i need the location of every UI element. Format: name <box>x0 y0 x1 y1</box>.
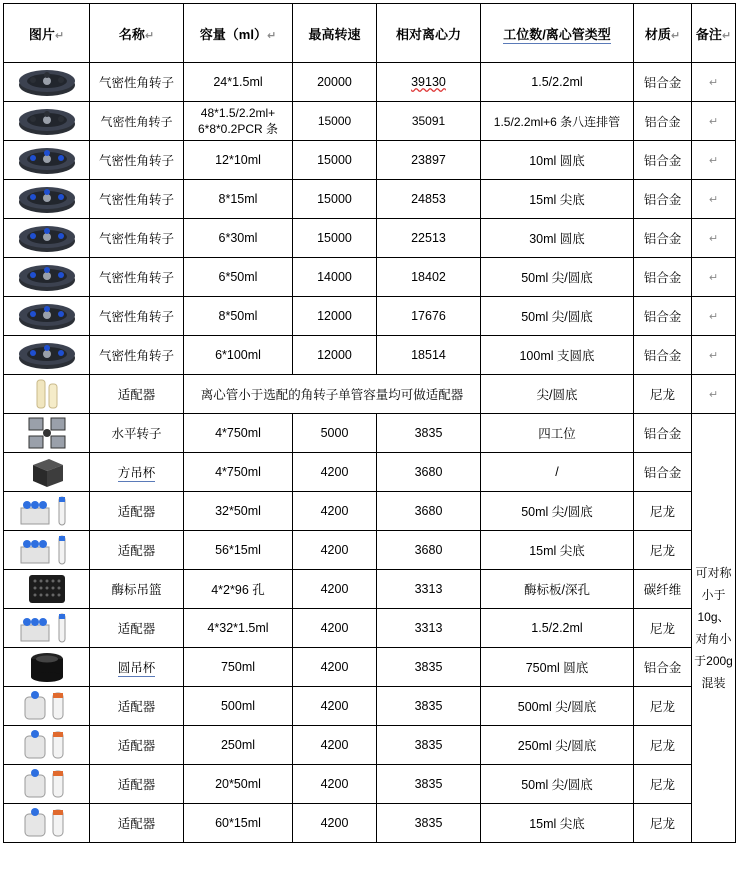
capacity-cell: 4*32*1.5ml <box>184 609 293 648</box>
round-bucket-icon <box>5 650 88 684</box>
table-row <box>4 609 736 648</box>
image-cell <box>4 648 90 687</box>
speed-cell: 4200 <box>293 492 377 531</box>
name-cell: 方吊杯 <box>90 453 184 492</box>
table-row <box>4 687 736 726</box>
rcf-cell: 22513 <box>377 219 481 258</box>
header-type: 工位数/离心管类型 <box>481 4 634 63</box>
material-cell: 铝合金 <box>634 414 692 453</box>
speed-cell: 14000 <box>293 258 377 297</box>
speed-cell: 15000 <box>293 141 377 180</box>
rcf-cell: 23897 <box>377 141 481 180</box>
capacity-cell: 500ml <box>184 687 293 726</box>
table-row <box>4 258 736 297</box>
rcf-cell: 3313 <box>377 570 481 609</box>
merged-note-text: 可对称小于10g、对角小于200g混装 <box>694 566 733 690</box>
adapter-note-cell: 离心管小于选配的角转子单管容量均可做适配器 <box>184 375 481 414</box>
name-cell: 适配器 <box>90 726 184 765</box>
image-cell <box>4 687 90 726</box>
speed-cell: 4200 <box>293 687 377 726</box>
merged-note-cell <box>692 414 736 843</box>
note-cell: ↵ <box>692 258 736 297</box>
adapter-cylinder-icon <box>5 689 88 723</box>
name-cell: 气密性角转子 <box>90 258 184 297</box>
rcf-cell: 18402 <box>377 258 481 297</box>
type-cell: 1.5/2.2ml <box>481 63 634 102</box>
header-max-speed: 最高转速 <box>293 4 377 63</box>
table-row <box>4 141 736 180</box>
name-cell: 酶标吊篮 <box>90 570 184 609</box>
square-bucket-icon <box>5 455 88 489</box>
note-cell: ↵ <box>692 102 736 141</box>
image-cell <box>4 336 90 375</box>
material-cell: 铝合金 <box>634 648 692 687</box>
table-row <box>4 804 736 843</box>
rcf-cell: 3835 <box>377 687 481 726</box>
rcf-cell: 3835 <box>377 765 481 804</box>
image-cell <box>4 492 90 531</box>
type-cell: 10ml 圆底 <box>481 141 634 180</box>
capacity-cell: 4*750ml <box>184 453 293 492</box>
rotor-angle-icon <box>5 261 88 293</box>
image-cell <box>4 63 90 102</box>
type-cell: / <box>481 453 634 492</box>
rotor-angle-icon <box>5 105 88 137</box>
rotor-angle-icon <box>5 222 88 254</box>
adapter-tube-icon <box>5 377 88 411</box>
image-cell <box>4 141 90 180</box>
name-cell: 气密性角转子 <box>90 141 184 180</box>
type-cell: 250ml 尖/圆底 <box>481 726 634 765</box>
capacity-cell: 250ml <box>184 726 293 765</box>
material-cell: 尼龙 <box>634 804 692 843</box>
rcf-cell: 3680 <box>377 531 481 570</box>
speed-cell: 4200 <box>293 726 377 765</box>
name-cell: 适配器 <box>90 765 184 804</box>
capacity-cell: 56*15ml <box>184 531 293 570</box>
speed-cell: 4200 <box>293 531 377 570</box>
table-row <box>4 453 736 492</box>
header-rcf: 相对离心力 <box>377 4 481 63</box>
table-row <box>4 726 736 765</box>
material-cell: 铝合金 <box>634 258 692 297</box>
table-row <box>4 336 736 375</box>
capacity-cell: 4*2*96 孔 <box>184 570 293 609</box>
image-cell <box>4 258 90 297</box>
note-cell: ↵ <box>692 375 736 414</box>
table-row <box>4 375 736 414</box>
table-row <box>4 531 736 570</box>
material-cell: 尼龙 <box>634 492 692 531</box>
rcf-cell: 24853 <box>377 180 481 219</box>
rcf-cell: 3835 <box>377 414 481 453</box>
header-note: 备注↵ <box>692 4 736 63</box>
type-cell: 750ml 圆底 <box>481 648 634 687</box>
speed-cell: 5000 <box>293 414 377 453</box>
adapter-block-icon <box>5 611 88 645</box>
name-cell: 适配器 <box>90 375 184 414</box>
note-cell: ↵ <box>692 180 736 219</box>
name-cell: 气密性角转子 <box>90 180 184 219</box>
name-cell: 水平转子 <box>90 414 184 453</box>
speed-cell: 4200 <box>293 570 377 609</box>
material-cell: 铝合金 <box>634 102 692 141</box>
adapter-cylinder-icon <box>5 728 88 762</box>
table-row <box>4 297 736 336</box>
note-cell: ↵ <box>692 219 736 258</box>
type-cell: 四工位 <box>481 414 634 453</box>
type-cell: 15ml 尖底 <box>481 531 634 570</box>
capacity-cell: 8*50ml <box>184 297 293 336</box>
capacity-cell: 8*15ml <box>184 180 293 219</box>
header-material: 材质↵ <box>634 4 692 63</box>
capacity-cell: 32*50ml <box>184 492 293 531</box>
adapter-cylinder-icon <box>5 806 88 840</box>
note-cell: ↵ <box>692 297 736 336</box>
rotor-angle-icon <box>5 144 88 176</box>
name-cell: 气密性角转子 <box>90 297 184 336</box>
type-cell: 100ml 支圆底 <box>481 336 634 375</box>
type-cell: 50ml 尖/圆底 <box>481 765 634 804</box>
rotor-angle-icon <box>5 183 88 215</box>
image-cell <box>4 570 90 609</box>
table-row <box>4 648 736 687</box>
rcf-cell: 3835 <box>377 648 481 687</box>
header-image: 图片↵ <box>4 4 90 63</box>
material-cell: 铝合金 <box>634 219 692 258</box>
material-cell: 尼龙 <box>634 531 692 570</box>
speed-cell: 15000 <box>293 219 377 258</box>
material-cell: 尼龙 <box>634 726 692 765</box>
capacity-cell: 4*750ml <box>184 414 293 453</box>
material-cell: 铝合金 <box>634 63 692 102</box>
image-cell <box>4 609 90 648</box>
name-cell: 适配器 <box>90 609 184 648</box>
table-row <box>4 414 736 453</box>
rcf-cell: 3680 <box>377 453 481 492</box>
speed-cell: 4200 <box>293 765 377 804</box>
material-cell: 碳纤维 <box>634 570 692 609</box>
table-row <box>4 570 736 609</box>
image-cell <box>4 453 90 492</box>
speed-cell: 4200 <box>293 648 377 687</box>
note-cell: ↵ <box>692 336 736 375</box>
type-cell: 15ml 尖底 <box>481 180 634 219</box>
material-cell: 尼龙 <box>634 687 692 726</box>
rcf-cell: 3313 <box>377 609 481 648</box>
microplate-basket-icon <box>5 572 88 606</box>
name-cell: 适配器 <box>90 687 184 726</box>
material-cell: 铝合金 <box>634 453 692 492</box>
image-cell <box>4 297 90 336</box>
image-cell <box>4 375 90 414</box>
type-cell: 30ml 圆底 <box>481 219 634 258</box>
adapter-block-icon <box>5 494 88 528</box>
image-cell <box>4 765 90 804</box>
image-cell <box>4 804 90 843</box>
material-cell: 铝合金 <box>634 141 692 180</box>
swing-rotor-icon <box>5 416 88 450</box>
rcf-cell: 3680 <box>377 492 481 531</box>
type-cell: 50ml 尖/圆底 <box>481 297 634 336</box>
adapter-block-icon <box>5 533 88 567</box>
type-cell: 尖/圆底 <box>481 375 634 414</box>
capacity-cell: 750ml <box>184 648 293 687</box>
material-cell: 铝合金 <box>634 336 692 375</box>
name-cell: 气密性角转子 <box>90 336 184 375</box>
name-cell: 气密性角转子 <box>90 102 184 141</box>
table-row <box>4 180 736 219</box>
name-cell: 气密性角转子 <box>90 63 184 102</box>
rcf-cell: 17676 <box>377 297 481 336</box>
rotor-spec-table <box>3 3 736 843</box>
image-cell <box>4 102 90 141</box>
material-cell: 尼龙 <box>634 375 692 414</box>
material-cell: 铝合金 <box>634 297 692 336</box>
speed-cell: 4200 <box>293 453 377 492</box>
image-cell <box>4 219 90 258</box>
name-cell: 适配器 <box>90 492 184 531</box>
name-cell: 圆吊杯 <box>90 648 184 687</box>
speed-cell: 15000 <box>293 102 377 141</box>
material-cell: 尼龙 <box>634 765 692 804</box>
image-cell <box>4 414 90 453</box>
rotor-angle-icon <box>5 339 88 371</box>
capacity-cell: 48*1.5/2.2ml+ 6*8*0.2PCR 条 <box>184 102 293 141</box>
capacity-cell: 6*30ml <box>184 219 293 258</box>
rcf-cell: 3835 <box>377 804 481 843</box>
rcf-cell: 39130 <box>377 63 481 102</box>
capacity-cell: 20*50ml <box>184 765 293 804</box>
type-cell: 1.5/2.2ml <box>481 609 634 648</box>
rcf-cell: 35091 <box>377 102 481 141</box>
type-cell: 酶标板/深孔 <box>481 570 634 609</box>
speed-cell: 4200 <box>293 804 377 843</box>
header-row <box>4 4 736 63</box>
speed-cell: 12000 <box>293 297 377 336</box>
type-cell: 50ml 尖/圆底 <box>481 492 634 531</box>
rcf-cell: 18514 <box>377 336 481 375</box>
type-cell: 500ml 尖/圆底 <box>481 687 634 726</box>
rcf-cell: 3835 <box>377 726 481 765</box>
speed-cell: 12000 <box>293 336 377 375</box>
capacity-cell: 60*15ml <box>184 804 293 843</box>
speed-cell: 15000 <box>293 180 377 219</box>
capacity-cell: 6*100ml <box>184 336 293 375</box>
image-cell <box>4 726 90 765</box>
note-cell: ↵ <box>692 141 736 180</box>
speed-cell: 20000 <box>293 63 377 102</box>
type-cell: 15ml 尖底 <box>481 804 634 843</box>
table-row <box>4 492 736 531</box>
type-cell: 50ml 尖/圆底 <box>481 258 634 297</box>
name-cell: 适配器 <box>90 804 184 843</box>
header-capacity: 容量（ml）↵ <box>184 4 293 63</box>
table-row <box>4 765 736 804</box>
header-name: 名称↵ <box>90 4 184 63</box>
table-row <box>4 219 736 258</box>
adapter-cylinder-icon <box>5 767 88 801</box>
capacity-cell: 6*50ml <box>184 258 293 297</box>
table-row <box>4 102 736 141</box>
material-cell: 铝合金 <box>634 180 692 219</box>
type-cell: 1.5/2.2ml+6 条八连排管 <box>481 102 634 141</box>
table-row <box>4 63 736 102</box>
capacity-cell: 24*1.5ml <box>184 63 293 102</box>
name-cell: 气密性角转子 <box>90 219 184 258</box>
rotor-angle-icon <box>5 300 88 332</box>
capacity-cell: 12*10ml <box>184 141 293 180</box>
material-cell: 尼龙 <box>634 609 692 648</box>
speed-cell: 4200 <box>293 609 377 648</box>
image-cell <box>4 531 90 570</box>
name-cell: 适配器 <box>90 531 184 570</box>
image-cell <box>4 180 90 219</box>
rotor-angle-icon <box>5 66 88 98</box>
note-cell: ↵ <box>692 63 736 102</box>
